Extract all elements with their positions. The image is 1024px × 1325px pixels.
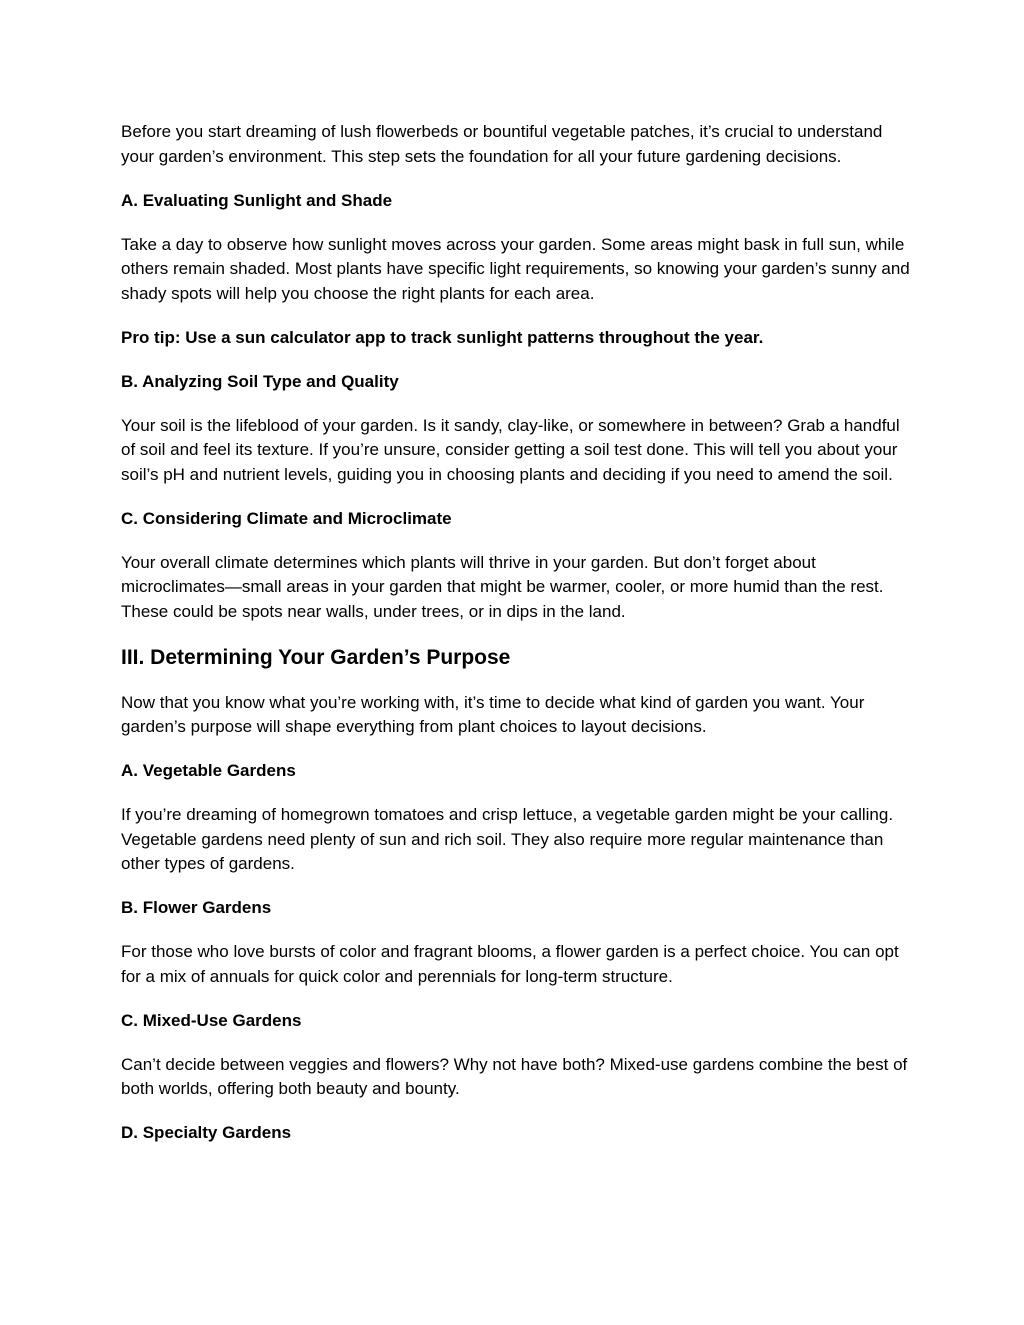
heading-vegetable-gardens: A. Vegetable Gardens	[121, 761, 296, 780]
purpose-paragraph: Now that you know what you’re working with, it’s time to decide what kind of garden you want. Your garden’s purpose will shape everything from plant choices to layout decisions.	[121, 692, 865, 736]
heading-mixed-use-gardens: C. Mixed-Use Gardens	[121, 1010, 302, 1030]
flower-paragraph: For those who love bursts of color and fragrant blooms, a flower garden is a perfect choice. You can opt for a mix of annuals for quick color and perennials for long-term structure.	[121, 942, 899, 986]
heading-flower-gardens: B. Flower Gardens	[121, 898, 272, 917]
sunlight-paragraph: Take a day to observe how sunlight moves across your garden. Some areas might bask in full sun, while others remain shaded. Most plants have specific light requirements, so knowing your garden’s sunny and shady spots will help you choose the right plants for each area.	[121, 234, 910, 303]
intro-paragraph: Before you start dreaming of lush flowerbeds or bountiful vegetable patches, it’s crucial to understand your garden’s environment. This step sets the foundation for all your future gardening decisions.	[121, 122, 883, 166]
soil-paragraph: Your soil is the lifeblood of your garden. Is it sandy, clay-like, or somewhere in between? Grab a handful of soil and feel its texture. If you’re unsure, consider getting a soil test done. This will tell you about your soil’s pH and nutrient levels, guiding you in choosing plants and deciding if you need to amend the soil.	[121, 415, 900, 484]
pro-tip: Pro tip: Use a sun calculator app to track sunlight patterns throughout the year.	[121, 327, 764, 347]
heading-analyzing-soil: B. Analyzing Soil Type and Quality	[121, 371, 399, 391]
heading-specialty-gardens: D. Specialty Gardens	[121, 1123, 292, 1142]
climate-paragraph: Your overall climate determines which plants will thrive in your garden. But don’t forget about microclimates—small areas in your garden that might be warmer, cooler, or more humid than the rest. These could be spots near walls, under trees, or in dips in the land.	[121, 552, 884, 621]
vegetable-paragraph: If you’re dreaming of homegrown tomatoes and crisp lettuce, a vegetable garden might be your calling. Vegetable gardens need plenty of sun and rich soil. They also require more regular maintenance than other types of gardens.	[121, 805, 894, 873]
mixed-use-paragraph: Can’t decide between veggies and flowers? Why not have both? Mixed-use gardens combine the best of both worlds, offering both beauty and bounty.	[121, 1054, 908, 1098]
document-page	[121, 120, 911, 1165]
section-heading-purpose: III. Determining Your Garden’s Purpose	[121, 645, 511, 669]
heading-climate: C. Considering Climate and Microclimate	[121, 508, 452, 528]
heading-evaluating-sunlight: A. Evaluating Sunlight and Shade	[121, 190, 393, 210]
